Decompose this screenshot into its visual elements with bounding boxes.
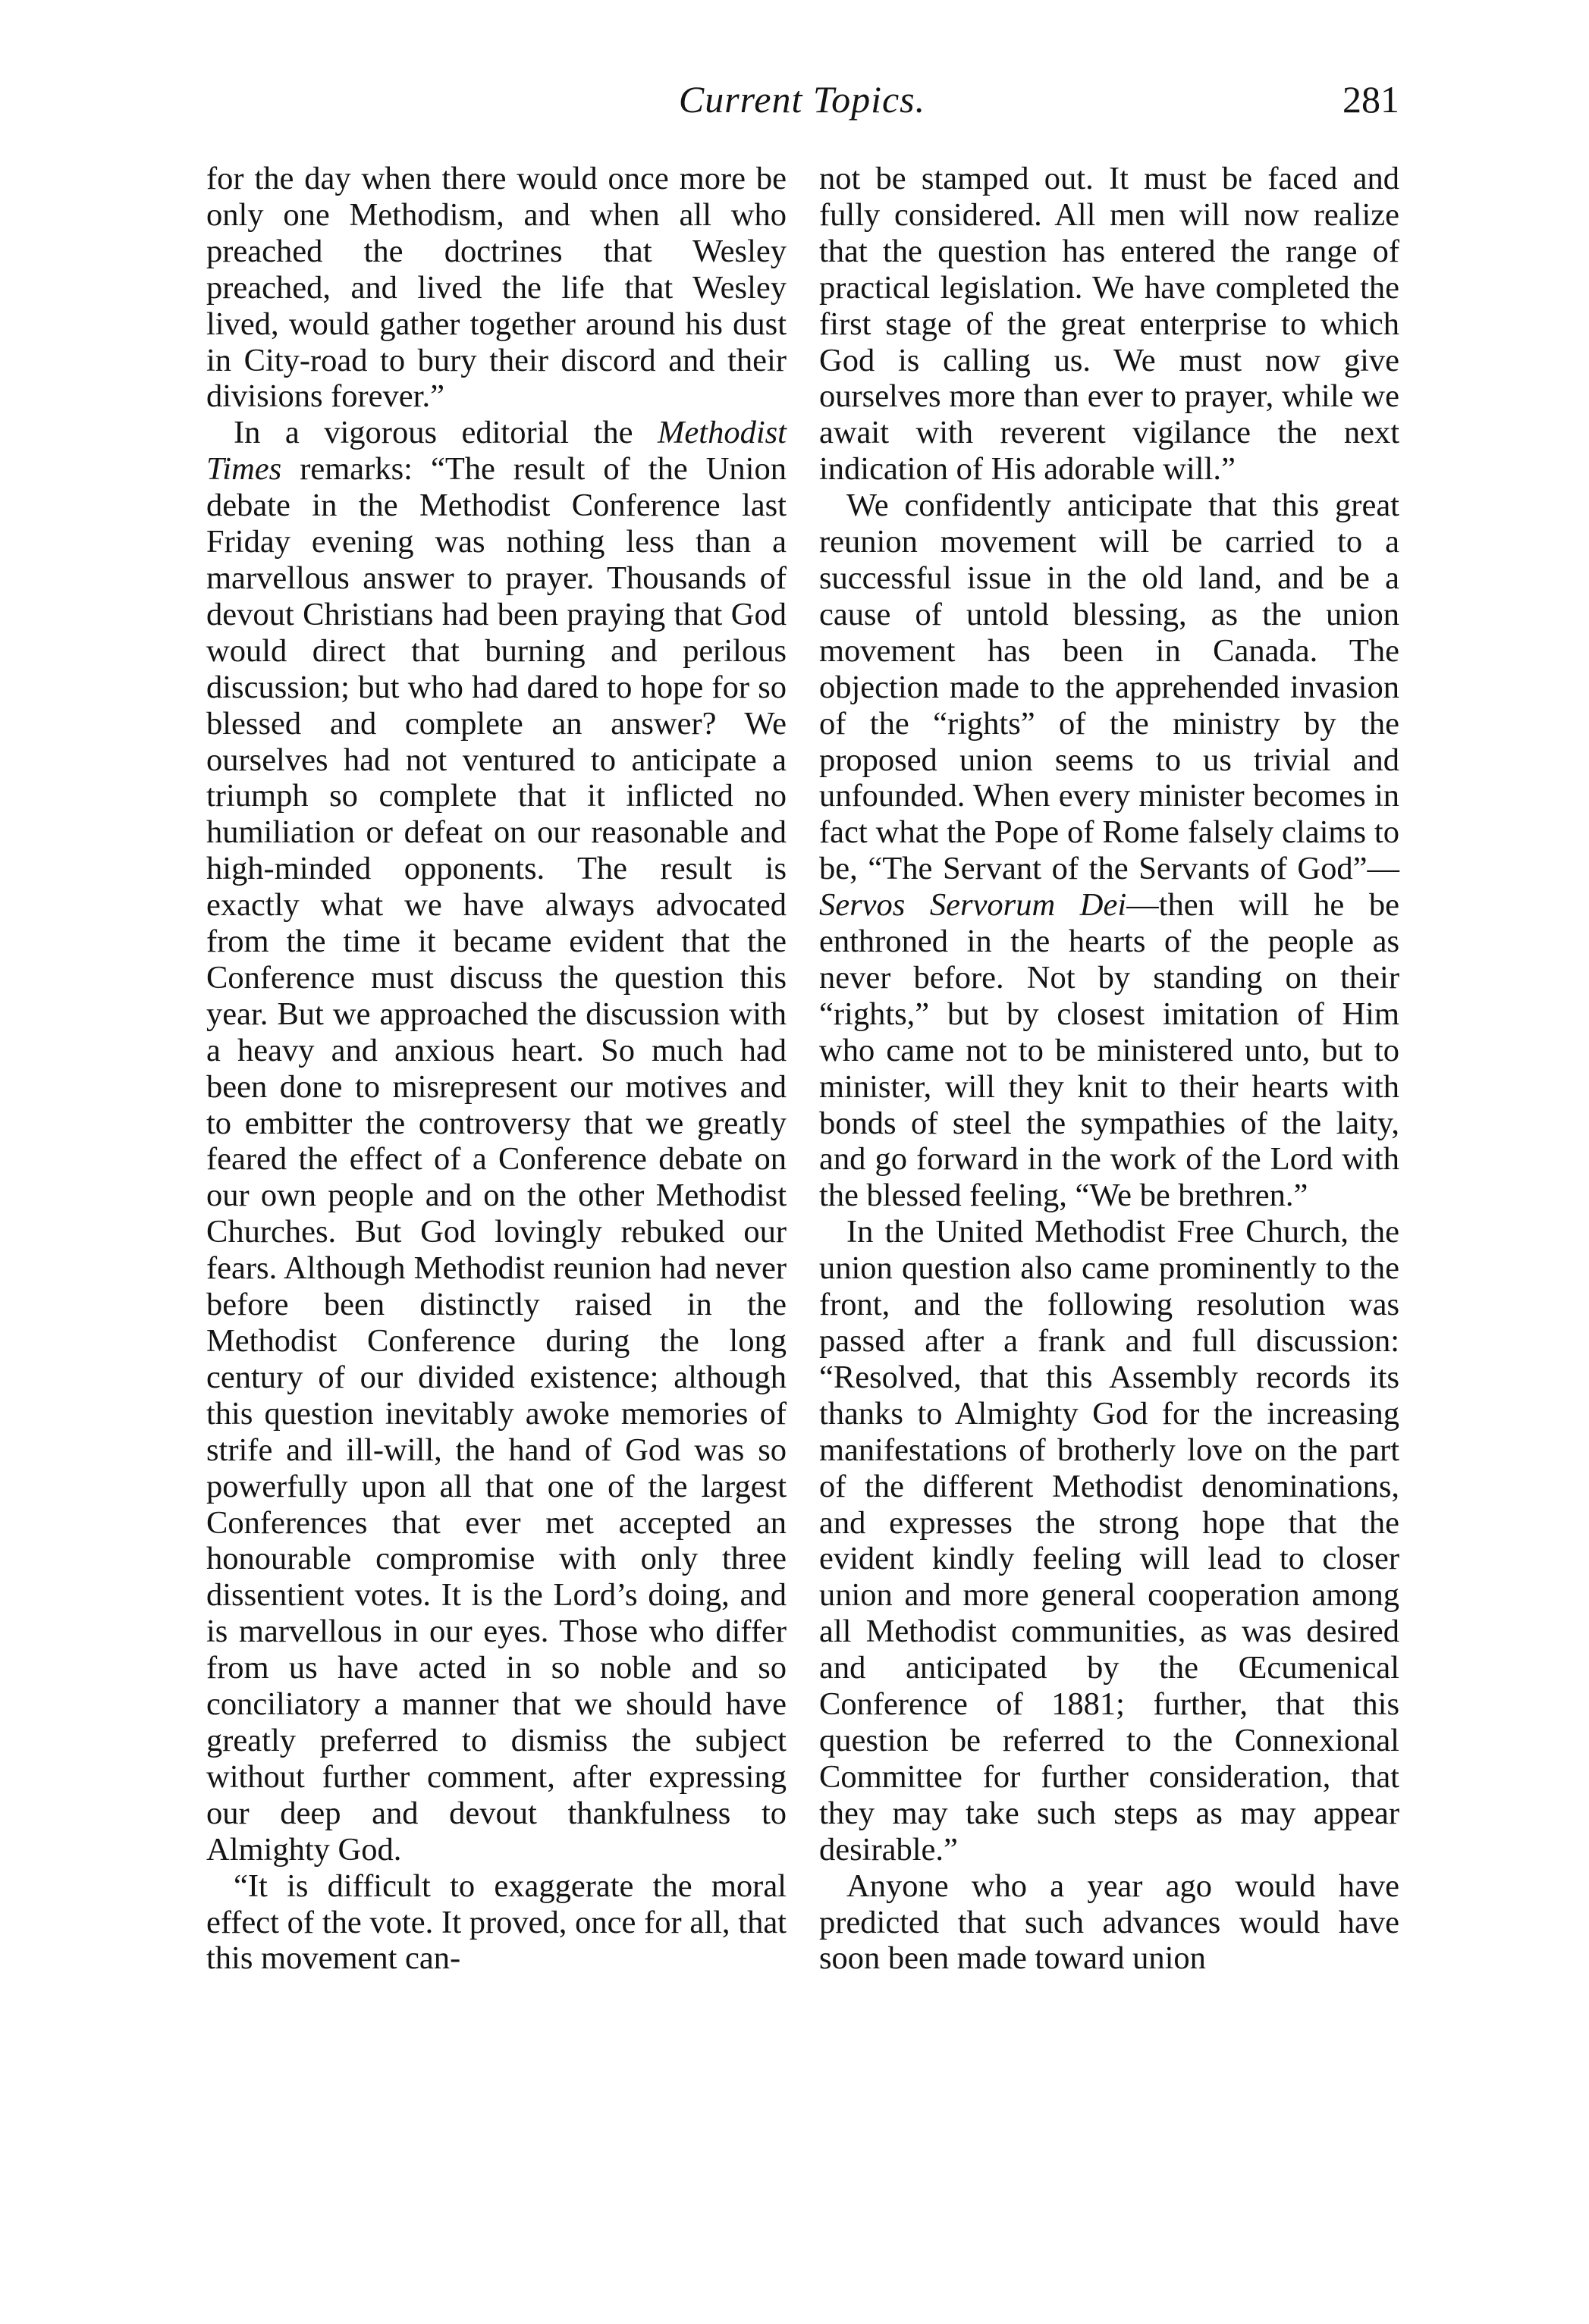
page-number: 281 — [1342, 78, 1399, 121]
paragraph-anyone: Anyone who a year ago would have predicted that such advances would have soon been made toward union — [819, 1868, 1399, 1977]
paragraph-remarks-text: remarks: — [281, 451, 431, 488]
right-column — [819, 161, 1399, 1977]
running-title: Current Topics. — [678, 78, 926, 121]
paragraph-moral-effect: “It is difficult to exaggerate the moral effect of the vote. It proved, once for all, that this movement can- — [206, 1868, 787, 1977]
paragraph-continued: for the day when there would once more be only one Methodism, and when all who preached the doctrines that Wesley preached, and lived the life that Wesley lived, would gather together around his dust in City-road to bury their discord and their divisions forever.” — [206, 161, 787, 415]
paragraph-lead-text: In a vigorous editorial the — [234, 415, 658, 451]
left-column — [206, 161, 787, 1977]
paragraph-quote-text: “The result of the Union debate in the Methodist Conference last Friday evening was nothing less than a marvellous answer to prayer. Thousands of devout Christians had been praying that God would direct that burning and perilous discussion; but who had dared to hope for so blessed and complete an answer? We ourselves had not ventured to anticipate a triumph so complete that it inflicted no humiliation or defeat on our reasonable and high-minded opponents. The result is exactly what we have always advocated from the time it became evident that the Conference must discuss the question this year. But we approached the discussion with a heavy and anxious heart. So much had been done to misrepresent our motives and to embitter the controversy that we greatly feared the effect of a Conference debate on our own people and on the other Methodist Churches. But God lovingly rebuked our fears. Although Methodist reunion had never before been distinctly raised in the Methodist Conference during the long century of our divided existence; although this question inevitably awoke memories of strife and ill-will, the hand of God was so powerfully upon all that one of the largest Conferences that ever met accepted an honourable compromise with only three dissentient votes. It is the Lord’s doing, and is marvellous in our eyes. Those who differ from us have acted in so noble and so conciliatory a manner that we should have greatly preferred to dismiss the subject without further comment, after expressing our deep and devout thankfulness to Almighty God. — [206, 451, 787, 1868]
paragraph-reunion-text-end: —then will he be enthroned in the hearts of the people as never before. Not by standing on their “rights,” but by closest imitation of Him who came not to be ministered unto, but to minister, will they knit to their hearts with bonds of steel the sympathies of the laity, and go forward in the work of the Lord with the blessed feeling, “We be brethren.” — [819, 887, 1400, 1214]
running-head — [205, 73, 1399, 126]
paragraph-methodist-times — [206, 415, 787, 1868]
paragraph-reunion-movement — [819, 488, 1399, 1214]
journal-title: Methodist Times — [206, 415, 787, 488]
paragraph-free-church: In the United Methodist Free Church, the union question also came prominently to the front, and the following resolution was passed after a frank and full discussion: “Resolved, that this Assembly records its thanks to Almighty God for the increasing manifestations of brotherly love on the part of the different Methodist denominations, and expresses the strong hope that the evident kindly feeling will lead to closer union and more general cooperation among all Methodist communities, as was desired and anticipated by the Œcumenical Conference of 1881; further, that this question be referred to the Connexional Committee for further consideration, that they may take such steps as may appear desirable.” — [819, 1214, 1399, 1868]
paragraph-reunion-text: We confidently anticipate that this great reunion movement will be carried to a successful issue in the old land, and be a cause of untold blessing, as the union movement has been in Canada. The objection made to the apprehended invasion of the “rights” of the ministry by the proposed union seems to us trivial and unfounded. When every minister becomes in fact what the Pope of Rome falsely claims to be, “The Servant of the Servants of God”— — [819, 488, 1399, 887]
paragraph-continued-right: not be stamped out. It must be faced and fully considered. All men will now realize that the question has entered the range of practical legislation. We have completed the first stage of the great enterprise to which God is calling us. We must now give ourselves more than ever to prayer, while we await with reverent vigilance the next indication of His adorable will.” — [819, 161, 1399, 488]
latin-phrase: Servos Servorum Dei — [819, 887, 1127, 924]
